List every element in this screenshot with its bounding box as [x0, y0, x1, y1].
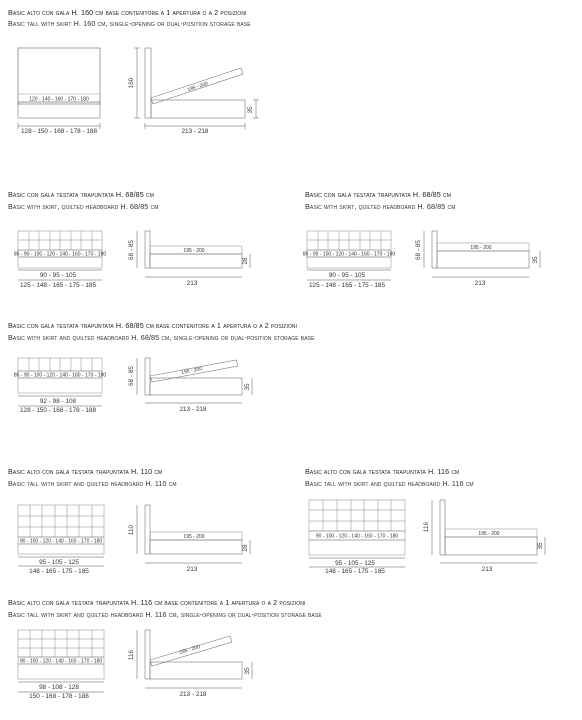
- section-title-en: Basic with skirt and quilted headboard H. 68/85 cm, single-opening or dual-position storage base: [8, 333, 315, 342]
- headboard-height-label: 68 - 85: [415, 240, 422, 260]
- section-title-en: Basic tall with skirt and quilted headboard H. 110 cm: [8, 479, 177, 488]
- section-title-it: Basic alto con gala H. 160 cm base contenitore a 1 apertura o a 2 posizioni: [8, 8, 247, 17]
- inner-widths-label: 85 - 90 - 100 - 120 - 140 - 160 - 170 - 180: [13, 251, 107, 258]
- base-height-label: 35: [247, 106, 254, 114]
- length-label: 213 - 218: [179, 691, 207, 698]
- outer-widths-label: 150 - 168 - 178 - 188: [29, 693, 89, 700]
- headboard-height-label: 116: [423, 521, 430, 533]
- inner-widths-label: 120 - 140 - 160 - 170 - 180: [29, 96, 89, 103]
- headboard-height-label: 110: [128, 524, 135, 536]
- outer-widths-label: 128 - 150 - 168 - 178 - 188: [19, 407, 97, 414]
- section-title-en: Basic with skirt, quilted headboard H. 68/85 cm: [8, 202, 159, 211]
- section-title-it: Basic alto con gala testata trapuntata H. 116 cm base contenitore a 1 apertura o a 2 posizioni: [8, 598, 306, 607]
- length-label: 213: [186, 280, 198, 287]
- length-label: 213: [474, 280, 486, 287]
- mid-widths-label: 95 - 105 - 125: [39, 559, 79, 566]
- headboard-height-label: 68 - 85: [128, 366, 135, 386]
- section-title-it: Basic con gala testata trapuntata H. 68/85 cm base contenitore a 1 apertura o a 2 posizioni: [8, 321, 298, 330]
- headboard-height-label: 160: [128, 77, 135, 89]
- inner-widths-label: 90 - 100 - 120 - 140 - 160 - 170 - 180: [315, 533, 399, 540]
- storage-angle-label: 195 - 200: [180, 366, 203, 376]
- base-height-label: 28: [242, 257, 249, 265]
- inner-widths-label: 90 - 100 - 120 - 140 - 160 - 170 - 180: [19, 538, 103, 545]
- mid-widths-label: 90 - 95 - 105: [39, 272, 77, 279]
- headboard-height-label: 116: [128, 649, 135, 661]
- base-height-label: 35: [244, 667, 251, 675]
- outer-widths-label: 128 - 150 - 168 - 178 - 188: [20, 128, 98, 135]
- outer-widths-label: 125 - 148 - 165 - 175 - 185: [308, 282, 386, 289]
- storage-angle-label: 195 - 200: [178, 644, 201, 657]
- section-title-it: Basic con gala testata trapuntata H. 68/85 cm: [305, 190, 451, 199]
- outer-widths-label: 148 - 165 - 175 - 185: [325, 568, 385, 575]
- inner-widths-label: 85 - 90 - 100 - 120 - 140 - 160 - 170 - 180: [13, 372, 107, 379]
- storage-angle-label: 195 - 200: [186, 80, 209, 94]
- length-label: 213 - 218: [181, 128, 209, 135]
- side-label: 195 - 200: [478, 531, 500, 537]
- length-label: 213 - 218: [179, 406, 207, 413]
- section-title-en: Basic with skirt, quilted headboard H. 68/85 cm: [305, 202, 456, 211]
- mid-widths-label: 90 - 95 - 105: [328, 272, 366, 279]
- section-title-it: Basic con gala testata trapuntata H. 68/85 cm: [8, 190, 154, 199]
- outer-widths-label: 148 - 165 - 175 - 185: [29, 568, 89, 575]
- headboard-height-label: 68 - 85: [128, 240, 135, 260]
- length-label: 213: [186, 566, 198, 573]
- section-title-en: Basic tall with skirt H. 160 cm, single-opening or dual-position storage base: [8, 19, 251, 28]
- length-label: 213: [481, 566, 493, 573]
- section-title-it: Basic alto con gala testata trapuntata H. 110 cm: [8, 467, 163, 476]
- base-height-label: 35: [244, 383, 251, 391]
- section-title-en: Basic tall with skirt and quilted headboard H. 116 cm, single-opening or dual-position storage base: [8, 610, 322, 619]
- section-title-en: Basic tall with skirt and quilted headboard H. 116 cm: [305, 479, 474, 488]
- base-height-label: 35: [537, 542, 544, 550]
- outer-widths-label: 125 - 148 - 165 - 175 - 185: [19, 282, 97, 289]
- base-height-label: 35: [532, 256, 539, 264]
- mid-widths-label: 95 - 105 - 125: [335, 560, 375, 567]
- mid-widths-label: 98 - 108 - 128: [39, 684, 79, 691]
- base-height-label: 28: [242, 544, 249, 552]
- section-title-it: Basic alto con gala testata trapuntata H. 116 cm: [305, 467, 460, 476]
- inner-widths-label: 85 - 90 - 100 - 120 - 140 - 160 - 170 - 180: [302, 251, 396, 258]
- side-label: 195 - 200: [183, 534, 205, 540]
- mid-widths-label: 92 - 98 - 108: [39, 398, 77, 405]
- side-label: 195 - 200: [183, 248, 205, 254]
- side-label: 195 - 200: [470, 245, 492, 251]
- inner-widths-label: 90 - 100 - 120 - 140 - 160 - 170 - 180: [19, 658, 103, 665]
